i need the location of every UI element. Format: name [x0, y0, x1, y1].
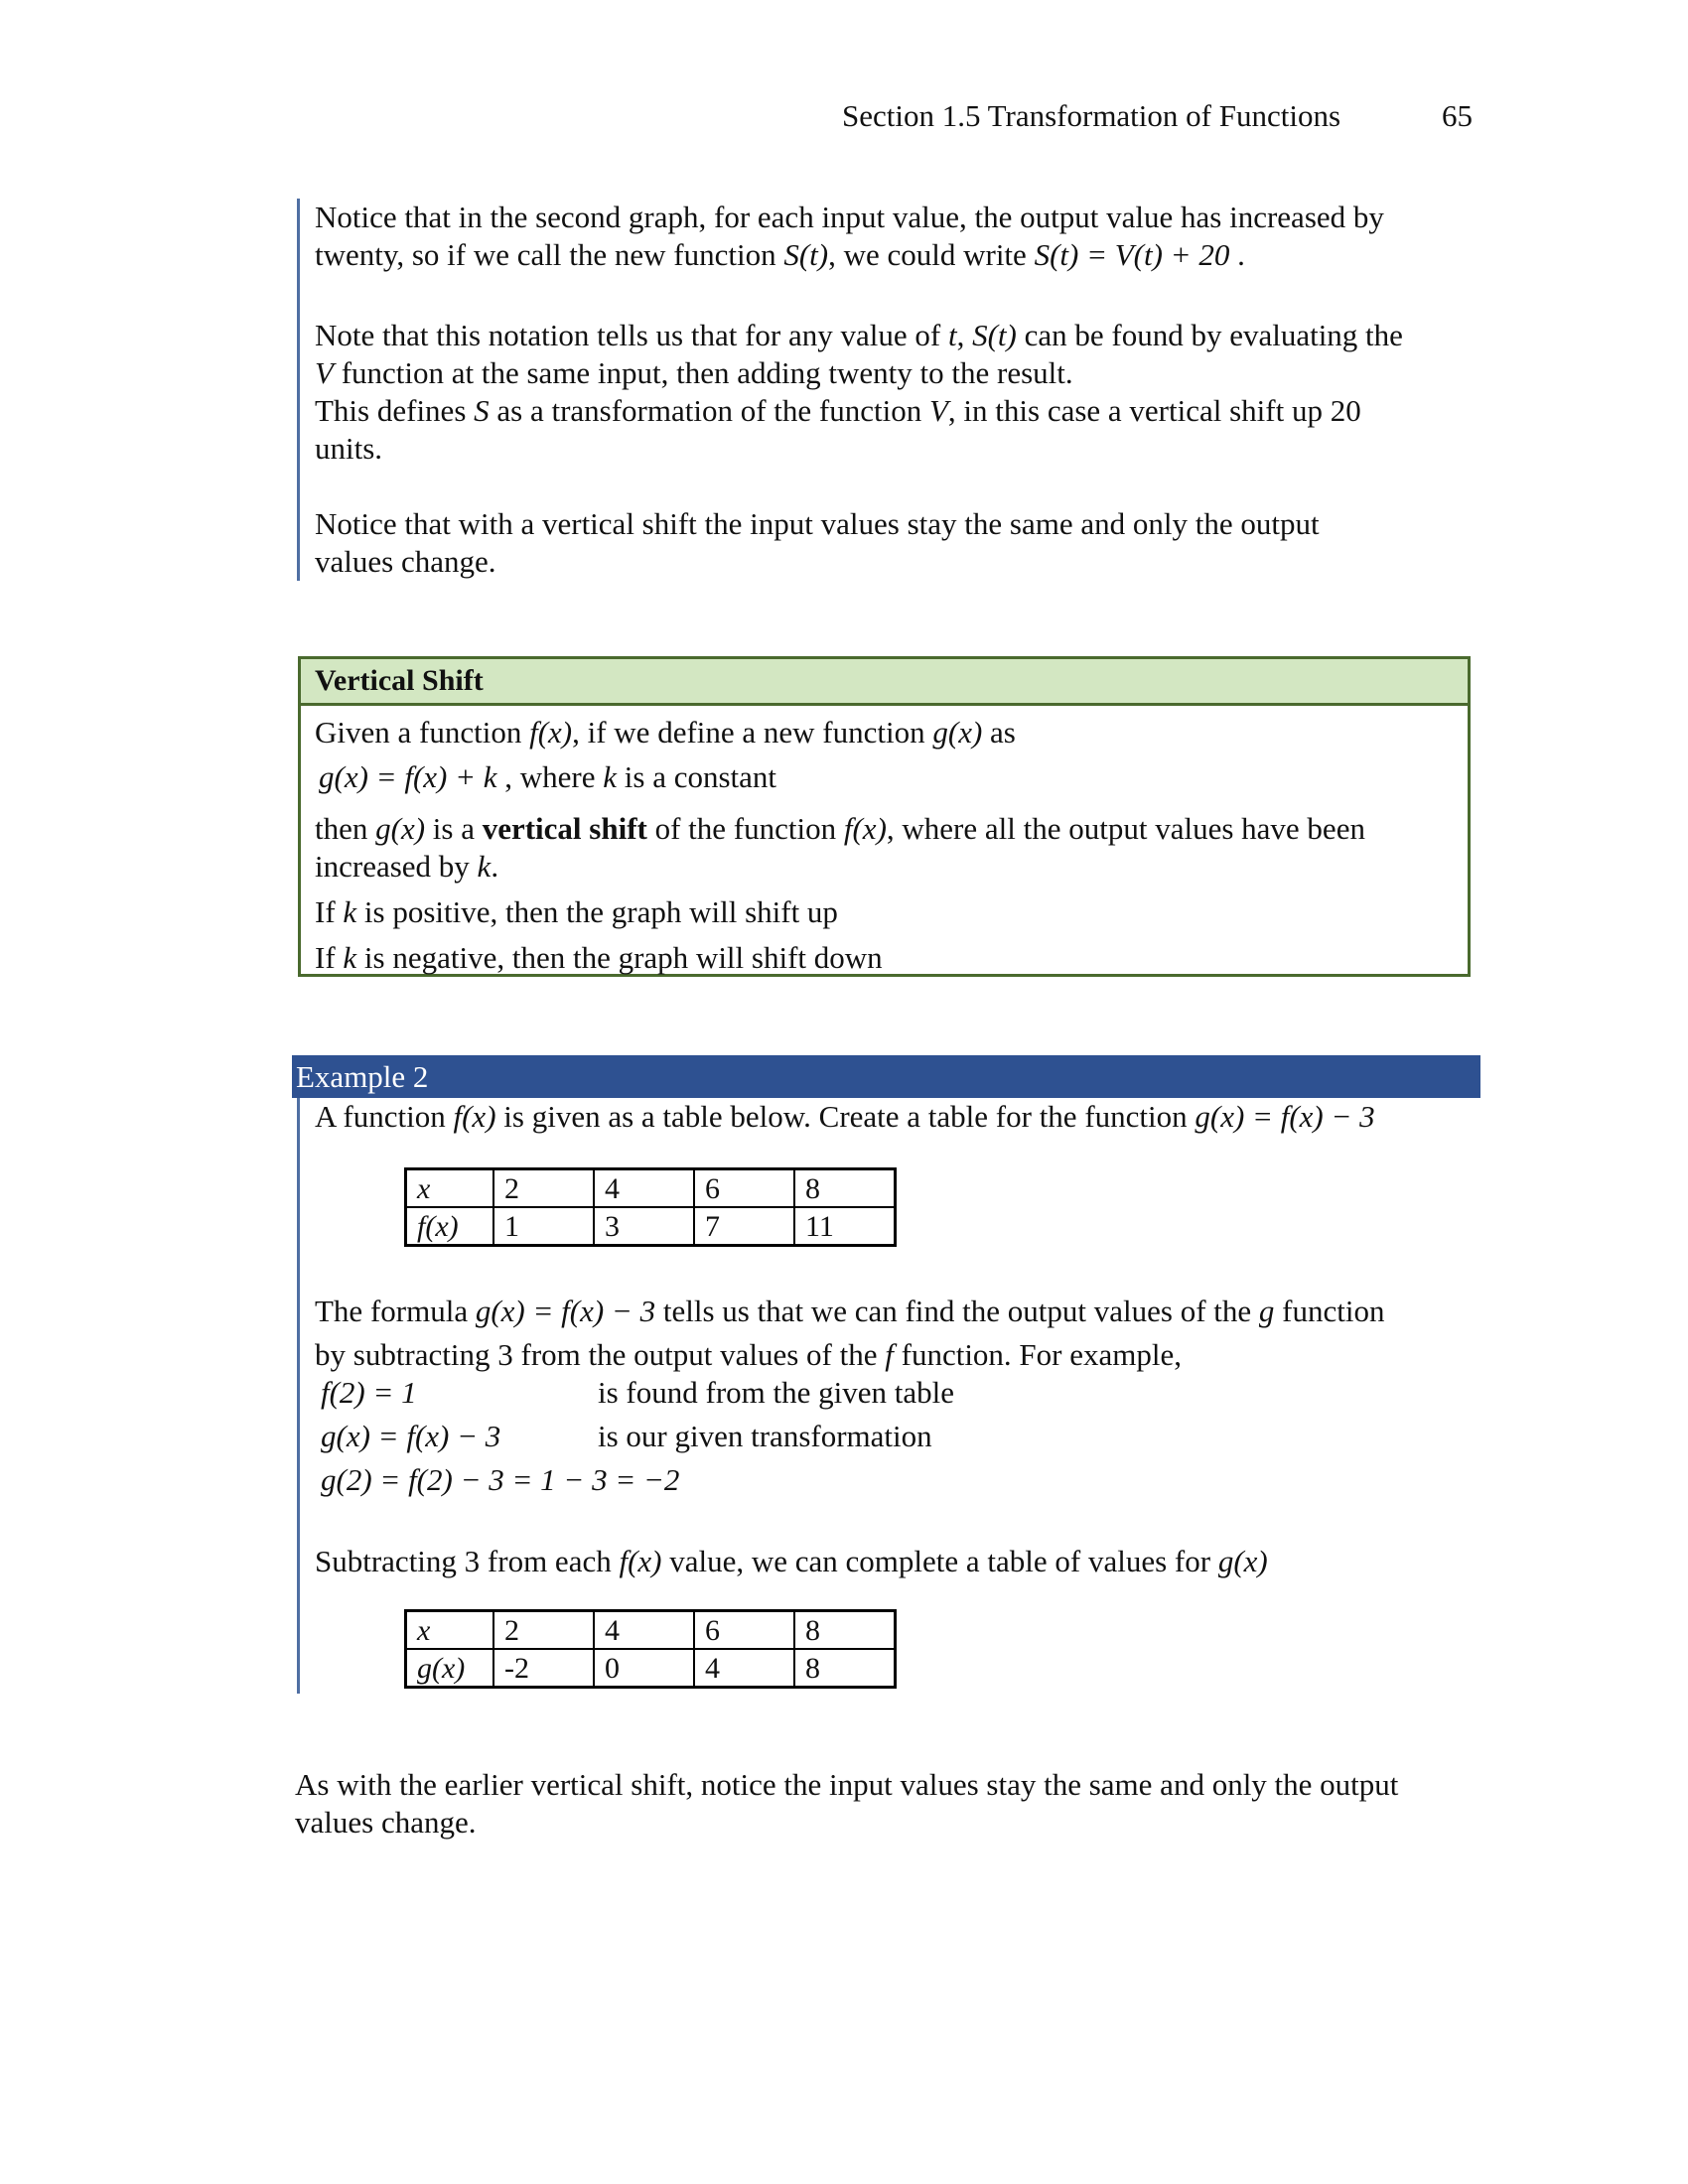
definition-box-title: Vertical Shift: [301, 659, 1468, 706]
equation-S-equals-V-plus-20: S(t) = V(t) + 20: [1034, 237, 1230, 272]
function-S-of-t: S(t): [783, 237, 829, 272]
intro-paragraph-2: Note that this notation tells us that for any value of t, S(t) can be found by evaluating the V function at the same input, then adding twenty to the result. This defines S as a transformation of the function V, in this case a vertical shift up 20 units.: [315, 318, 1403, 466]
running-title: Section 1.5 Transformation of Functions: [842, 98, 1341, 133]
step-3-equation: g(2) = f(2) − 3 = 1 − 3 = −2: [321, 1462, 680, 1497]
table-row: x 2 4 6 8: [406, 1169, 896, 1208]
table-row: f(x) 1 3 7 11: [406, 1207, 896, 1246]
definition-box-body: Given a function f(x), if we define a new function g(x) as g(x) = f(x) + k , where k is a constant then g(x) is a vertical shift of the function f(x), where all the output values have been increased by k. If k is positive, then the graph will shift up If k is negative, then the graph will shift down: [315, 715, 1365, 975]
table-row: g(x) -2 0 4 8: [406, 1649, 896, 1688]
closing-paragraph: As with the earlier vertical shift, notice the input values stay the same and only the output values change.: [295, 1767, 1399, 1840]
example-left-rule: [297, 1098, 300, 1694]
step-1-equation: f(2) = 1: [321, 1375, 417, 1410]
equation-g-equals-f-plus-k: g(x) = f(x) + k: [319, 759, 497, 794]
equation-g-equals-f-minus-3: g(x) = f(x) − 3: [1195, 1099, 1375, 1134]
subtracting-sentence: Subtracting 3 from each f(x) value, we can complete a table of values for g(x): [315, 1544, 1268, 1578]
step-2-equation: g(x) = f(x) − 3: [321, 1419, 501, 1453]
example-title-bar: Example 2: [292, 1055, 1480, 1098]
step-2-description: is our given transformation: [598, 1419, 932, 1453]
section-left-rule: [297, 199, 300, 581]
page-number: 65: [1442, 98, 1473, 133]
g-values-table: [404, 1609, 897, 1689]
example-prompt: A function f(x) is given as a table below. Create a table for the function g(x) = f(x) − 3: [315, 1099, 1375, 1134]
step-1-description: is found from the given table: [598, 1375, 954, 1410]
term-vertical-shift: vertical shift: [482, 811, 647, 846]
example-explanation: The formula g(x) = f(x) − 3 tells us that we can find the output values of the g function by subtracting 3 from the output values of the f function. For example,: [315, 1294, 1385, 1372]
vertical-shift-definition-box: [298, 656, 1471, 977]
f-values-table: [404, 1167, 897, 1247]
intro-paragraph-4: Notice that with a vertical shift the input values stay the same and only the output values change.: [315, 506, 1320, 579]
table-row: x 2 4 6 8: [406, 1611, 896, 1650]
intro-paragraph-1: Notice that in the second graph, for each input value, the output value has increased by twenty, so if we call the new function S(t), we could write S(t) = V(t) + 20 .: [315, 200, 1384, 272]
